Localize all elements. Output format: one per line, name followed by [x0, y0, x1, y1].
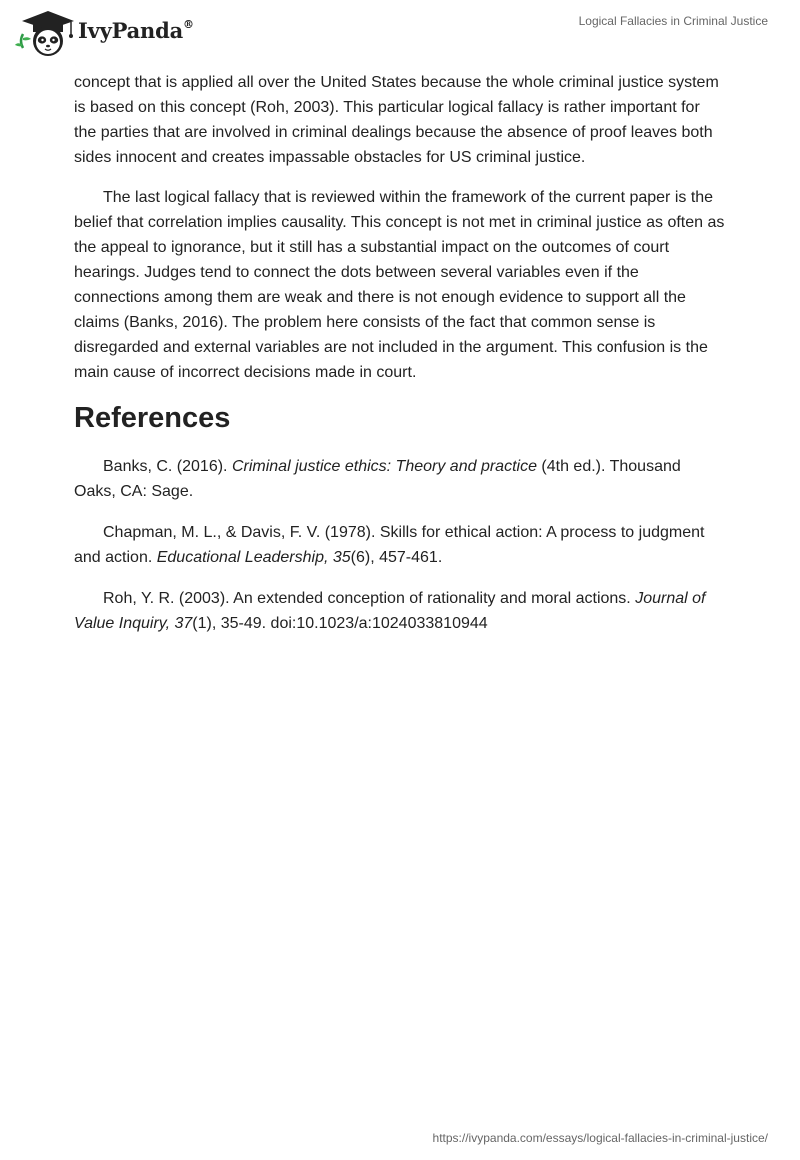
page-header — [0, 0, 800, 70]
panda-icon — [14, 8, 76, 58]
paragraph-2: The last logical fallacy that is reviewed within the framework of the current paper is the belief that correlation implies causality. This concept is not met in criminal justice as often as the appeal to ignorance, but it still has a substantial impact on the outcomes of court hearings. Judges tend to connect the dots between several variables even if the connections among them are weak and there is not enough evidence to support all the claims (Banks, 2016). The problem here consists of the fact that common sense is disregarded and external variables are not included in the argument. This confusion is the main cause of incorrect decisions made in court. — [74, 189, 725, 381]
reference-item: Chapman, M. L., & Davis, F. V. (1978). Skills for ethical action: A process to judgment and action. Educational Leadership, 35(6), 457-461. — [74, 524, 705, 566]
document-title: Logical Fallacies in Criminal Justice — [578, 14, 768, 28]
references-heading: References — [74, 402, 231, 434]
source-url[interactable]: https://ivypanda.com/essays/logical-fallacies-in-criminal-justice/ — [432, 1131, 768, 1145]
essay-content — [74, 70, 726, 652]
paragraph-1: concept that is applied all over the United States because the whole criminal justice system is based on this concept (Roh, 2003). This particular logical fallacy is rather important for the parties that are involved in criminal dealings because the absence of proof leaves both sides innocent and creates impassable obstacles for US criminal justice. — [74, 74, 719, 166]
reference-item: Banks, C. (2016). Criminal justice ethics: Theory and practice (4th ed.). Thousand Oaks, CA: Sage. — [74, 458, 681, 500]
ivypanda-logo[interactable] — [14, 8, 214, 58]
brand-name: IvyPanda® — [78, 18, 194, 43]
reference-item: Roh, Y. R. (2003). An extended conception of rationality and moral actions. Journal of Value Inquiry, 37(1), 35-49. doi:10.1023/a:1024033810944 — [74, 590, 706, 632]
